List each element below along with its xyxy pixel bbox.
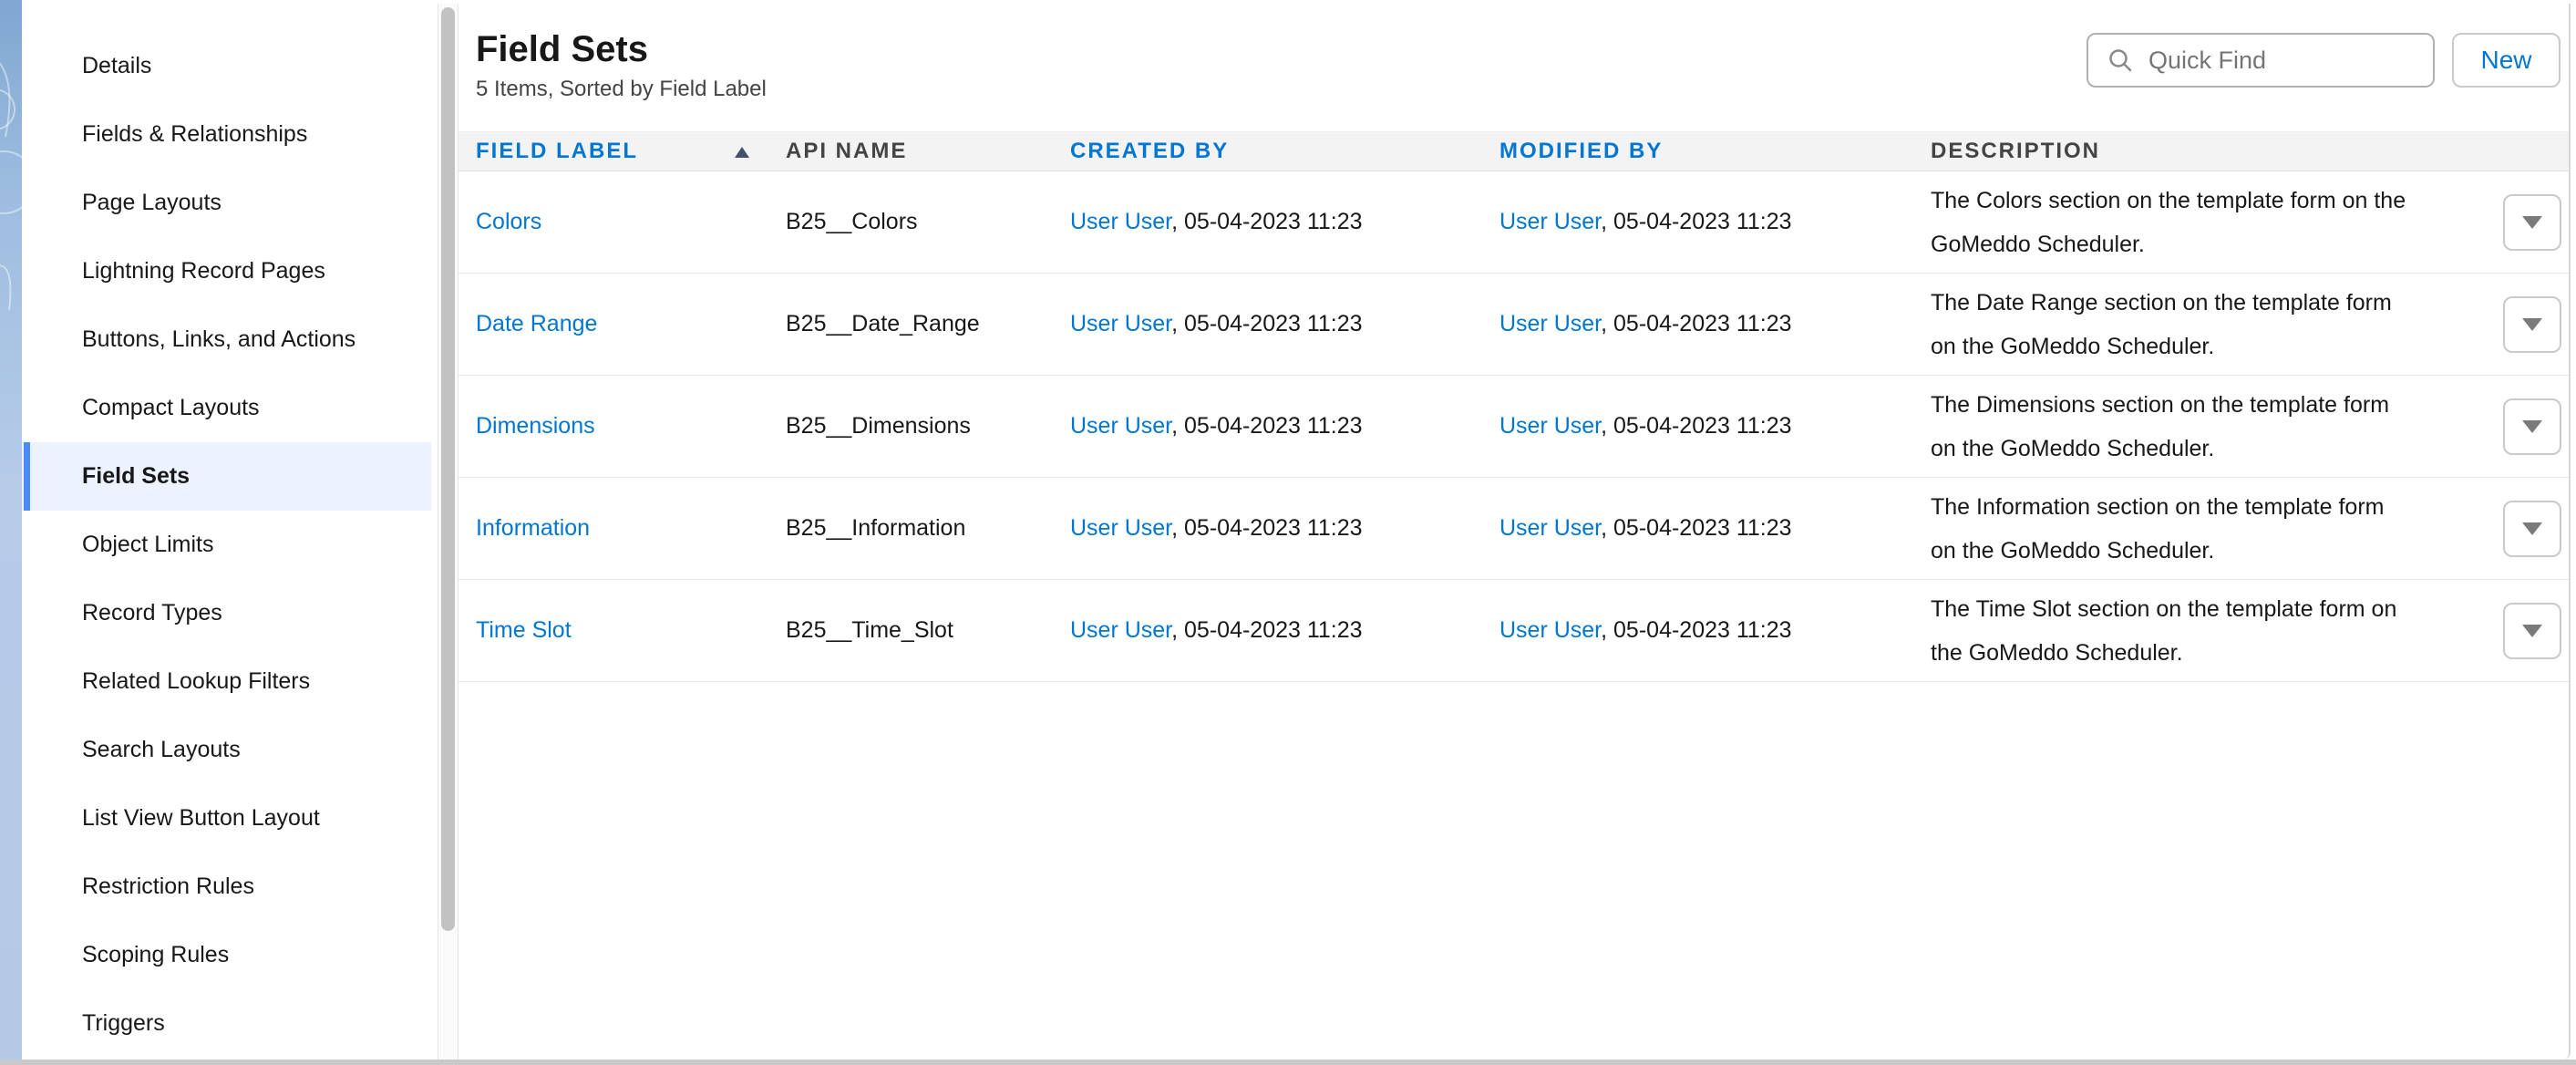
modified-datetime: , 05-04-2023 11:23 (1601, 515, 1792, 541)
created-datetime: , 05-04-2023 11:23 (1171, 515, 1363, 541)
modified-datetime: , 05-04-2023 11:23 (1601, 311, 1792, 336)
sort-ascending-icon (735, 147, 749, 158)
api-name-value: B25__Colors (786, 209, 918, 234)
sidebar-scrollbar-thumb[interactable] (441, 7, 455, 931)
object-manager-sidebar (22, 4, 438, 1060)
row-actions-dropdown-button[interactable] (2503, 501, 2561, 557)
row-actions-dropdown-button[interactable] (2503, 398, 2561, 455)
field-set-link[interactable]: Colors (476, 209, 542, 234)
modified-by-user-link[interactable]: User User (1499, 413, 1602, 439)
sidebar-item-fields-relationships[interactable]: Fields & Relationships (82, 121, 308, 147)
modified-datetime: , 05-04-2023 11:23 (1601, 617, 1792, 643)
table-row (459, 171, 2571, 274)
sidebar-item-lightning-record-pages[interactable]: Lightning Record Pages (82, 258, 325, 284)
sidebar-item-search-layouts[interactable]: Search Layouts (82, 737, 241, 762)
chevron-down-icon (2522, 522, 2542, 535)
field-set-link[interactable]: Time Slot (476, 617, 572, 643)
sidebar-item-restriction-rules[interactable]: Restriction Rules (82, 874, 254, 899)
sidebar-item-scoping-rules[interactable]: Scoping Rules (82, 942, 230, 967)
description-value: The Time Slot section on the template form on the GoMeddo Scheduler. (1931, 595, 2397, 666)
created-by-user-link[interactable]: User User (1070, 413, 1172, 439)
field-set-link[interactable]: Information (476, 515, 591, 541)
quick-find-box (2087, 33, 2435, 88)
description-value: The Date Range section on the template form on the GoMeddo Scheduler. (1931, 289, 2392, 359)
row-actions-dropdown-button[interactable] (2503, 296, 2561, 353)
created-by-user-link[interactable]: User User (1070, 311, 1172, 336)
sidebar-item-buttons-links-actions[interactable]: Buttons, Links, and Actions (82, 326, 356, 352)
sidebar-item-triggers[interactable]: Triggers (82, 1010, 165, 1036)
column-header-api-name: API NAME (786, 139, 908, 163)
row-actions-dropdown-button[interactable] (2503, 603, 2561, 659)
api-name-value: B25__Time_Slot (786, 617, 953, 643)
sidebar-scrollbar-track[interactable] (438, 4, 459, 1060)
modified-by-user-link[interactable]: User User (1499, 209, 1602, 234)
created-datetime: , 05-04-2023 11:23 (1171, 617, 1363, 643)
table-row (459, 376, 2571, 478)
created-by-user-link[interactable]: User User (1070, 617, 1172, 643)
quick-find-input[interactable] (2134, 35, 2471, 86)
sidebar-item-label: Field Sets (82, 463, 191, 489)
sidebar-item-list-view-button-layout[interactable]: List View Button Layout (82, 805, 320, 831)
chevron-down-icon (2522, 216, 2542, 229)
sidebar-item-record-types[interactable]: Record Types (82, 600, 222, 626)
item-count-summary: 5 Items, Sorted by Field Label (476, 77, 767, 101)
sidebar-item-object-limits[interactable]: Object Limits (82, 532, 214, 557)
modified-by-user-link[interactable]: User User (1499, 617, 1602, 643)
api-name-value: B25__Information (786, 515, 966, 541)
api-name-value: B25__Dimensions (786, 413, 971, 439)
description-value: The Information section on the template form on the GoMeddo Scheduler. (1931, 493, 2385, 564)
column-header-description: DESCRIPTION (1931, 139, 2101, 163)
table-header-row (459, 131, 2571, 171)
chevron-down-icon (2522, 318, 2542, 331)
api-name-value: B25__Date_Range (786, 311, 980, 336)
table-row (459, 580, 2571, 682)
created-by-user-link[interactable]: User User (1070, 209, 1172, 234)
sidebar-item-field-sets[interactable] (22, 442, 431, 511)
column-header-modified-by[interactable]: MODIFIED BY (1499, 139, 1664, 163)
field-set-link[interactable]: Dimensions (476, 413, 595, 439)
new-button[interactable]: New (2452, 33, 2561, 88)
sidebar-item-related-lookup-filters[interactable]: Related Lookup Filters (82, 668, 311, 694)
table-row (459, 274, 2571, 376)
created-datetime: , 05-04-2023 11:23 (1171, 209, 1363, 234)
description-value: The Colors section on the template form on the GoMeddo Scheduler. (1931, 187, 2406, 257)
table-row (459, 478, 2571, 580)
modified-by-user-link[interactable]: User User (1499, 515, 1602, 541)
sidebar-item-compact-layouts[interactable]: Compact Layouts (82, 395, 260, 420)
row-actions-dropdown-button[interactable] (2503, 194, 2561, 251)
sidebar-item-details[interactable]: Details (82, 53, 152, 78)
created-by-user-link[interactable]: User User (1070, 515, 1172, 541)
search-icon (2107, 47, 2134, 74)
created-datetime: , 05-04-2023 11:23 (1171, 413, 1363, 439)
page-title: Field Sets (476, 29, 648, 69)
modified-by-user-link[interactable]: User User (1499, 311, 1602, 336)
chevron-down-icon (2522, 420, 2542, 433)
setup-background-decoration (0, 0, 22, 1060)
table-body (459, 171, 2571, 682)
object-manager-card (22, 4, 2571, 1060)
modified-datetime: , 05-04-2023 11:23 (1601, 209, 1792, 234)
chevron-down-icon (2522, 625, 2542, 637)
selected-item-indicator-bar (24, 442, 30, 511)
field-set-link[interactable]: Date Range (476, 311, 598, 336)
field-sets-panel (459, 4, 2571, 1060)
modified-datetime: , 05-04-2023 11:23 (1601, 413, 1792, 439)
column-header-field-label[interactable]: FIELD LABEL (476, 139, 786, 164)
created-datetime: , 05-04-2023 11:23 (1171, 311, 1363, 336)
sidebar-item-page-layouts[interactable]: Page Layouts (82, 190, 222, 215)
page-bottom-strip (0, 1060, 2576, 1065)
column-header-created-by[interactable]: CREATED BY (1070, 139, 1230, 163)
description-value: The Dimensions section on the template form on the GoMeddo Scheduler. (1931, 391, 2390, 461)
